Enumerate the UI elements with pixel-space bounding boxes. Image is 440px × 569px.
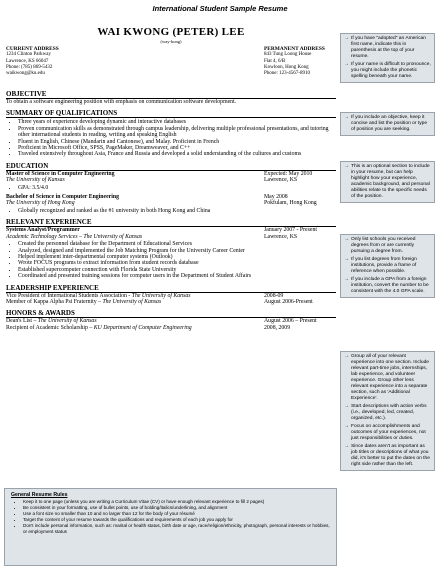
tip-box-education [340,234,435,298]
award-date: 2008, 2009 [264,324,291,331]
experience-list [6,241,336,279]
role: Member of Kappa Alpha Psi Fraternity – [6,298,103,305]
tip-item: → If you list degrees from foreign institutions, provide a frame of reference when possible. [344,257,417,274]
award-date: August 2006 – Present [264,318,317,325]
job-title: Systems Analyst/Programmer [6,227,80,234]
education-heading: EDUCATION [6,162,336,171]
address-block [6,46,336,86]
leadership-heading: LEADERSHIP EXPERIENCE [6,284,336,293]
page-title: International Student Sample Resume [152,4,288,13]
role: Vice President of International Students Association - [6,292,132,299]
permanent-address-heading: PERMANENT ADDRESS [264,46,325,52]
objective-text: To obtain a software engineering position with emphasis on communication software development. [6,99,237,105]
role-date: August 2006-Present [264,298,313,305]
tip-item: → This is an optional section to include in your resume, but can help highlight how your experience, academic background, and personal abilities relate to the specific needs of the position. [344,164,430,199]
tip-item: → Only list schools you received degrees from or are currently pursuing a degree from. [344,237,416,254]
phonetic-spelling: (way-kong) [160,39,182,44]
school-location: Lawrence, KS [264,177,298,184]
leadership-row [6,299,336,305]
ranking-list [6,208,336,214]
current-address-heading: CURRENT ADDRESS [6,46,59,52]
address-line: 843 Tung Loong House [264,52,312,58]
email[interactable]: waikwong@ku.edu [6,71,45,77]
list-item: • Proficient in Microsoft Office, SPSS, PageMaker, Dreamweaver, and C++ [18,145,336,151]
arrow-icon: → [344,424,349,429]
objective-heading: OBJECTIVE [6,90,336,99]
degree-title: Master of Science in Computer Engineering [6,170,115,177]
role-date: 2008-09 [264,292,284,299]
tip-item: → If you include an objective, keep it concise and list the position or type of position you are seeking. [344,115,428,132]
list-item: • Traveled extensively throughout Asia, France and Russia and developed a solid understanding of the cultures and customs [18,151,336,157]
education-row [6,200,336,206]
education-row [6,177,336,183]
role-org: The University of Kansas [131,292,191,299]
job-location: Lawrence, KS [264,233,298,240]
tip-item: → If you include a GPA from a foreign institution, convert the number to be consistent with the 4.0 GPA scale. [344,277,429,294]
award: Dean's List – [6,318,38,325]
list-item: • Three years of experience developing dynamic and interactive databases [18,119,336,125]
list-item: • Helped implement inter-departmental computer systems (Outlook) [18,254,336,260]
arrow-icon: → [344,36,349,41]
list-item: • Created the personnel database for the Department of Educational Services [18,241,336,247]
award-org: KU Department of Computer Engineering [93,324,192,331]
school-name: The University of Kansas [6,177,65,184]
list-item: • Wrote FOCUS programs to extract information from student records database [18,260,336,266]
tip-item: → Start descriptions with action verbs (i.e., developed, led, created, organized, etc.). [344,404,427,421]
school-name: The University of Hong Kong [6,200,75,207]
list-item: • Use a font size no smaller than 10 and no larger than 12 for the body of your résumé [23,511,330,517]
experience-heading: RELEVANT EXPERIENCE [6,218,336,227]
tip-box-name [340,33,435,83]
general-rules-box [4,488,337,566]
qualifications-heading: SUMMARY OF QUALIFICATIONS [6,109,336,118]
address-line: Phone: (785) 869-5432 [6,64,53,70]
list-item: • Be consistent in your formatting, use of bullet points, use of bolding/italics/underlining, and alignment [23,505,330,511]
role-org: The University of Kansas [102,298,162,305]
list-item: • Coordinated and presented training sessions for computer users in the Department of Student Affairs [18,273,336,279]
job-dates: January 2007 - Present [264,227,317,234]
degree-date: Expected: May 2010 [264,170,313,177]
tip-box-objective [340,112,435,136]
address-line: Kowloon, Hong Kong [264,64,309,70]
arrow-icon: → [344,62,349,67]
arrow-icon: → [344,444,349,449]
arrow-icon: → [344,237,349,242]
address-line: Lawrence, KS 66047 [6,58,49,64]
qualifications-list [6,119,336,157]
arrow-icon: → [344,257,349,262]
tip-item: → If your name is difficult to pronounce, you might include the phonetic spelling beneath your name. [344,62,431,79]
list-item: • Keep it to one page (unless you are writing a Curriculum Vitae (CV) or have enough relevant experience to fill 2 pages) [23,499,330,505]
rules-heading: General Resume Rules [11,492,68,498]
list-item: • Established supercomputer connection with Florida State University [18,267,336,273]
current-address [6,46,59,77]
degree-title: Bachelor of Science in Computer Engineering [6,194,119,201]
tip-item: → If you have "adopted" an American first name, indicate this in parenthesis at the top of your resume. [344,36,426,59]
honors-heading: HONORS & AWARDS [6,309,336,318]
address-line: 1234 Clinton Parkway [6,52,51,58]
list-item: • Analyzed, designed and implemented the Job Matching Program for the University Career Center [18,248,336,254]
honors-row [6,325,336,331]
list-item: • Target the content of your resume towards the qualifications and requirements of each job you apply for [23,517,330,523]
arrow-icon: → [344,164,349,169]
rules-list [11,499,330,536]
tip-item: → Group all of your relevant experience into one section. Include relevant part-time jobs, internships, lab experience, and volunteer experience. Group other less relevant experience into a separate section, such as 'Additional Experience'. [344,354,430,401]
list-item: • Proven communication skills as demonstrated through campus leadership, delivering multiple professional presentations, and tutoring other international students in reading, writing and speaking English [18,126,336,139]
tip-box-qualifications [340,161,435,203]
job-org: Academic Technology Services – The University of Kansas [6,233,143,240]
degree-date: May 2008 [264,194,288,201]
school-location: Pokfulam, Hong Kong [264,200,317,207]
arrow-icon: → [344,404,349,409]
tip-box-experience [340,351,435,471]
award: Recipient of Academic Scholarship – [6,324,94,331]
list-item: • Don't include personal information, such as: marital or health status, birth date or age, race/religion/ethnicity, photograph, personal interests or hobbies, or employment status [23,523,330,535]
tip-item: → Since dates aren't as important as job titles or descriptions of what you did, it's better to put the dates on the right side rather than the left. [344,444,430,467]
address-line: Phone: 123-4567-8910 [264,71,310,77]
arrow-icon: → [344,354,349,359]
list-item: • GPA: 3.5/4.0 [18,185,336,191]
list-item: • Globally recognized and ranked as the #1 university in both Hong Kong and China [18,208,336,214]
list-item: • Fluent in English, Chinese (Mandarin and Cantonese), and Malay. Proficient in French [18,139,336,145]
arrow-icon: → [344,277,349,282]
experience-row [6,234,336,240]
arrow-icon: → [344,115,349,120]
resume-body [6,26,336,331]
award-org: The University of Kansas [37,318,97,325]
tip-item: → Focus on accomplishments and outcomes of your experiences, not just responsibilities or duties. [344,424,426,441]
candidate-name: WAI KWONG (PETER) LEE [97,26,245,38]
address-line: Flat 4, 6/B [264,58,286,64]
permanent-address [264,46,325,77]
